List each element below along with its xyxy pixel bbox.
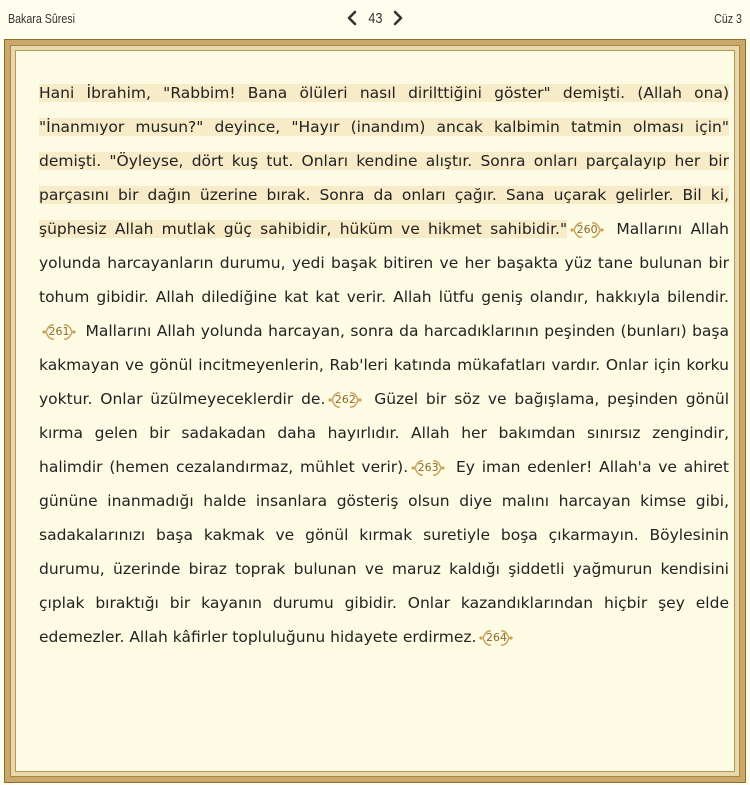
sura-name: Bakara Sûresi [8,11,75,26]
verse-number: 260 [576,222,598,236]
page-content [15,50,735,772]
verse-number-marker [327,390,363,410]
verse-number: 263 [417,460,439,474]
verse-number: 261 [48,324,70,338]
verse-264[interactable] [39,458,729,646]
verse-text: Güzel bir söz ve bağışlama, peşinden gönül kırma gelen bir sadakadan daha hayırlıdır. Allah her bakımdan sınırsız zengindir, halimdir (hemen cezalandırmaz, mühlet verir). [39,390,730,476]
verse-number-marker [569,220,605,240]
verse-number-marker [478,628,514,648]
juz-name: Cüz 3 [714,11,742,26]
page-number: 43 [367,9,383,27]
verse-text: Mallarını Allah yolunda harcayan, sonra da harcadıklarının peşinden (bunları) başa kakmayan ve gönül incitmeyenlerin, Rab'leri katında mükafatları vardır. Onlar için korku yoktur. Onlar üzülmeyeceklerdir de. [39,322,729,408]
verse-text: Mallarını Allah yolunda harcayanların durumu, yedi başak bitiren ve her başakta yüz tane bulunan bir tohum gibidir. Allah dilediğine kat kat verir. Allah lütfu geniş olandır, hakkıyla bilendir. [39,220,729,306]
verse-260[interactable] [39,84,729,238]
page-frame [4,39,746,783]
page-frame-border [10,45,740,777]
verse-number-marker [41,322,77,342]
verse-text-block [39,76,729,654]
page-navigator [0,8,750,28]
verse-number: 264 [485,630,507,644]
top-bar [0,0,750,38]
verse-number-marker [410,458,446,478]
verse-text: Hani İbrahim, "Rabbim! Bana ölüleri nasıl dirilttiğini göster" demişti. (Allah ona) "İnanmıyor musun?" deyince, "Hayır (inandım) ancak kalbimin tatmin olması için" demişti. "Öyleyse, dört kuş tut. Onları kendine alıştır. Sonra onları parçalayıp her bir parçasını bir dağın üzerine bırak. Sonra da onları çağır. Sana uçarak gelirler. Bil ki, şüphesiz Allah mutlak güç sahibidir, hüküm ve hikmet sahibidir." [39,84,729,238]
chevron-right-icon [392,10,404,26]
verse-number: 262 [334,392,356,406]
verse-text: Ey iman edenler! Allah'a ve ahiret gününe inanmadığı halde insanlara gösteriş olsun diye malını harcayan kimse gibi, sadakalarınızı başa kakmak ve gönül kırmak suretiyle boşa çıkarmayın. Böylesinin durumu, üzerinde biraz toprak bulunan ve maruz kaldığı şiddetli yağmurun kendisini çıplak bıraktığı bir kayanın durumu gibidir. Onlar kazandıklarından hiçbir şey elde edemezler. Allah kâfirler topluluğunu hidayete erdirmez. [39,458,729,646]
chevron-left-icon [346,10,358,26]
next-page-button[interactable] [389,8,407,28]
previous-page-button[interactable] [343,8,361,28]
